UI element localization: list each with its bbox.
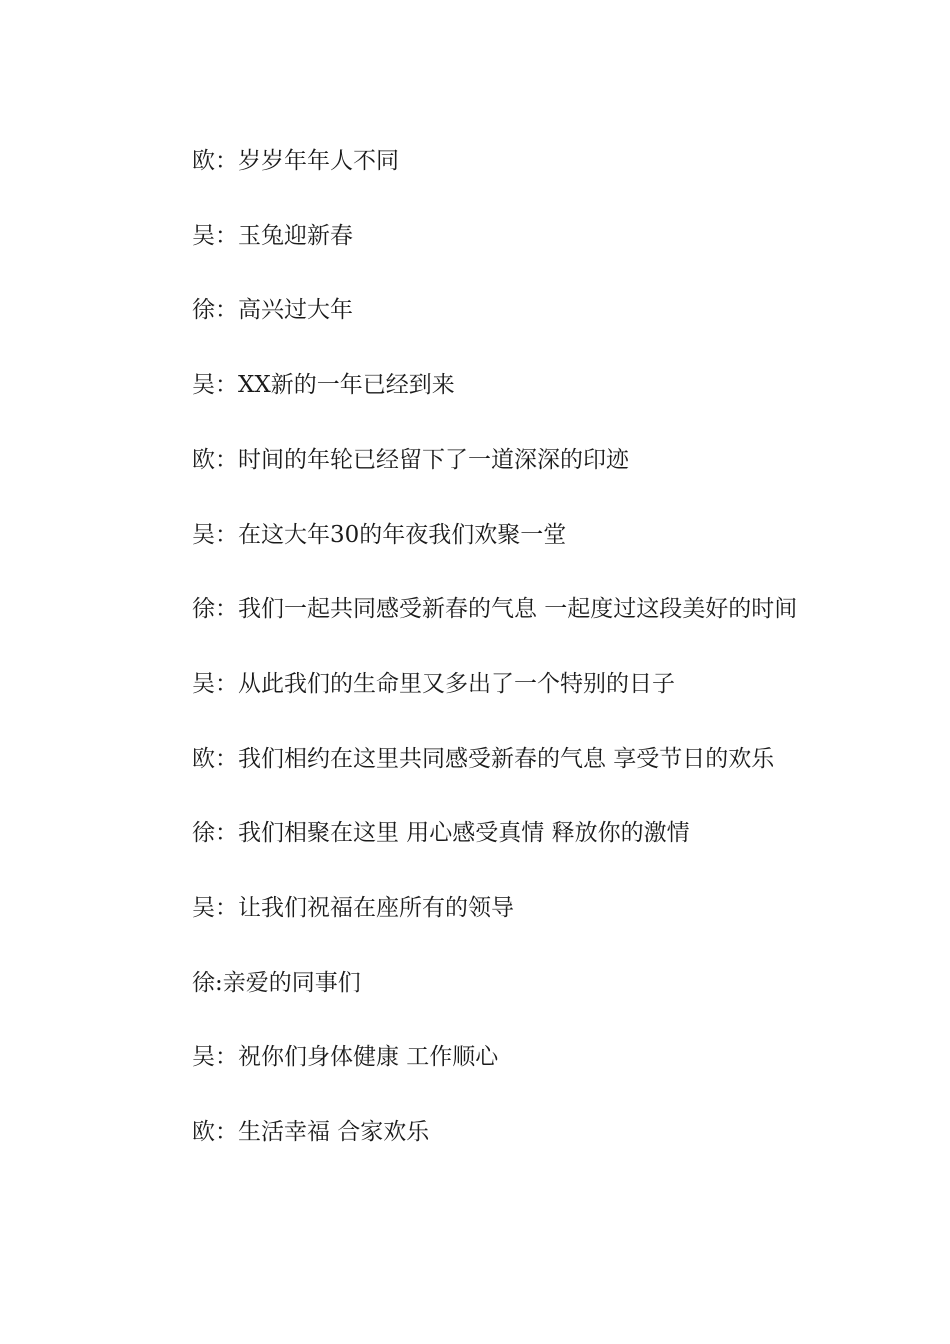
dialogue-line-3: 徐：高兴过大年 xyxy=(192,297,353,324)
dialogue-line-5: 欧：时间的年轮已经留下了一道深深的印迹 xyxy=(192,446,629,473)
dialogue-line-13: 吴：祝你们身体健康 工作顺心 xyxy=(192,1044,499,1071)
dialogue-line-12: 徐:亲爱的同事们 xyxy=(192,969,361,996)
dialogue-line-8: 吴：从此我们的生命里又多出了一个特别的日子 xyxy=(192,670,675,697)
script-body xyxy=(145,124,815,1170)
dialogue-line-1: 欧：岁岁年年人不同 xyxy=(192,148,399,174)
dialogue-line-11: 吴：让我们祝福在座所有的领导 xyxy=(192,895,514,922)
dialogue-line-10: 徐：我们相聚在这里 用心感受真情 释放你的激情 xyxy=(192,820,690,847)
dialogue-line-9: 欧：我们相约在这里共同感受新春的气息 享受节日的欢乐 xyxy=(192,745,775,772)
dialogue-line-7: 徐：我们一起共同感受新春的气息 一起度过这段美好的时间 xyxy=(192,596,798,623)
dialogue-line-4: 吴：XX新的一年已经到来 xyxy=(192,372,455,399)
dialogue-line-14: 欧：生活幸福 合家欢乐 xyxy=(192,1119,430,1146)
dialogue-line-6: 吴：在这大年30的年夜我们欢聚一堂 xyxy=(192,521,567,548)
dialogue-line-2: 吴：玉兔迎新春 xyxy=(192,222,353,249)
